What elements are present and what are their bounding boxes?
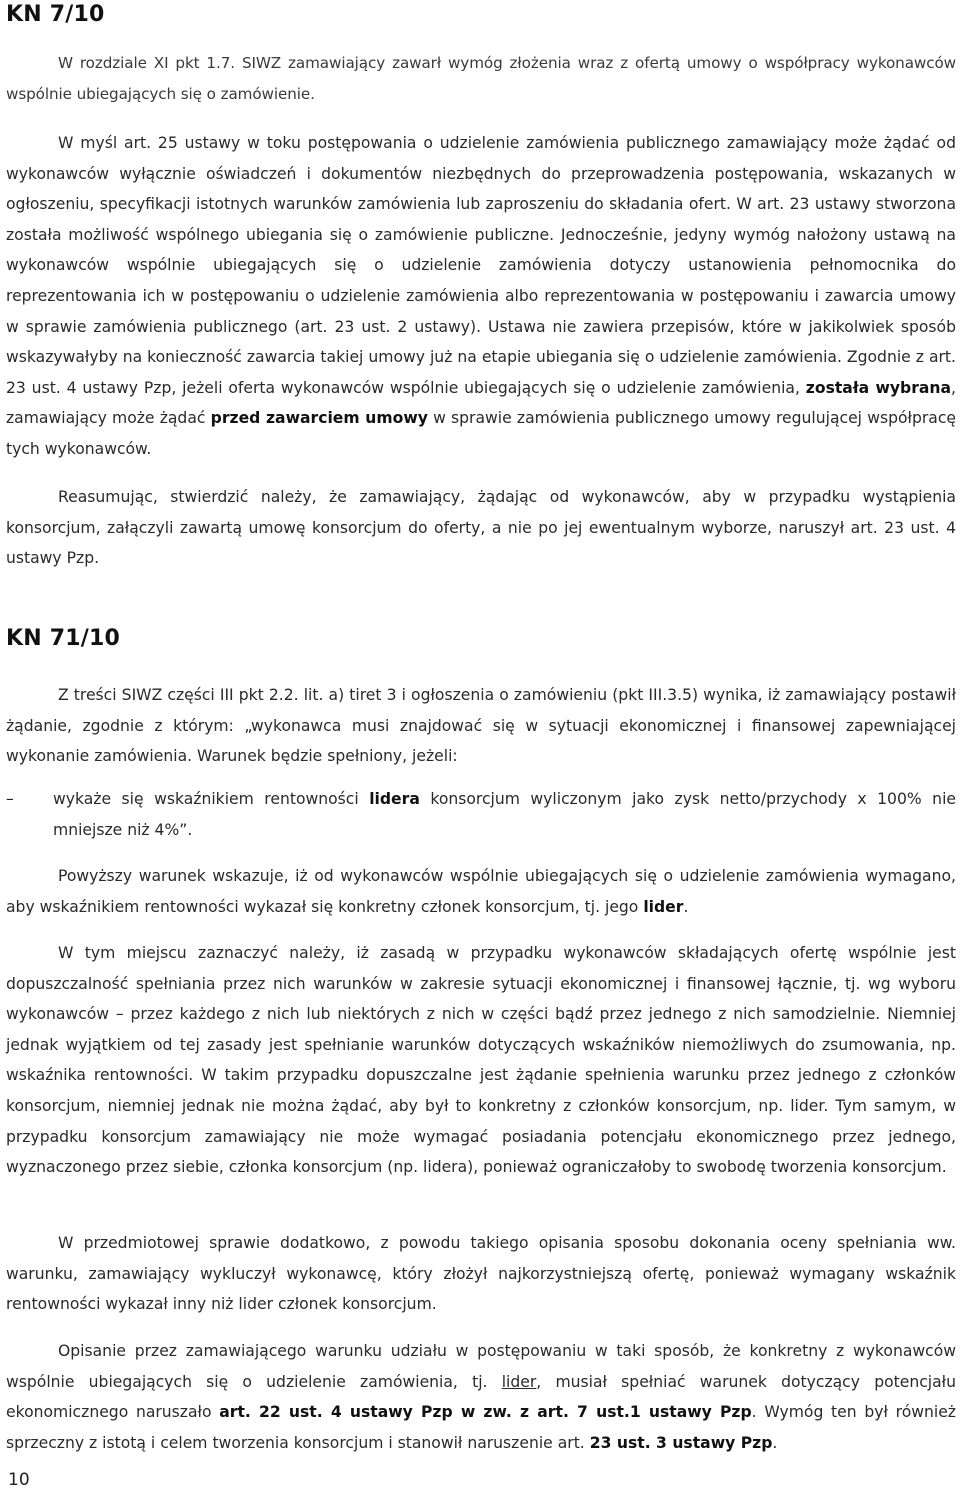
paragraph-text: konsorcjum wyliczonym jako zysk netto/przychody x 100% nie mniejsze niż 4%”. bbox=[53, 790, 956, 839]
bold-text: przed zawarciem umowy bbox=[210, 409, 428, 428]
paragraph-text: Powyższy warunek wskazuje, iż od wykonawców wspólnie ubiegających się o udzielenie zamówienia wymagano, aby wskaźnikiem rentowności wykazał się konkretny członek konsorcjum, tj. jego bbox=[6, 867, 956, 916]
underlined-text: lider bbox=[501, 1372, 537, 1391]
paragraph-text: Reasumując, stwierdzić należy, że zamawiający, żądając od wykonawców, aby w przypadku wystąpienia konsorcjum, załączyli zawartą umowę konsorcjum do oferty, a nie po jej ewentualnym wyborze, naruszył art. 23 ust. 4 ustawy Pzp. bbox=[6, 488, 956, 568]
section-heading-kn-71-10: KN 71/10 bbox=[6, 626, 120, 651]
paragraph-text: w sprawie zamówienia publicznego umowy regulującej współpracę tych wykonawców. bbox=[6, 409, 956, 458]
paragraph bbox=[6, 128, 956, 465]
paragraph-text: W myśl art. 25 ustawy w toku postępowania o udzielenie zamówienia publicznego zamawiający może żądać od wykonawców wyłącznie oświadczeń i dokumentów niezbędnych do przeprowadzenia postępowania, wskazanych w ogłoszeniu, specyfikacji istotnych warunków zamówienia lub zaproszeniu do składania ofert. W art. 23 ustawy stworzona została możliwość wspólnego ubiegania się o zamówienie publiczne. Jednocześnie, jedyny wymóg nałożony ustawą na wykonawców wspólnie ubiegających się o udzielenie zamówienia dotyczy ustanowienia pełnomocnika do reprezentowania ich w postępowaniu o udzielenie zamówienia albo reprezentowania w postępowaniu i zawarcia umowy w sprawie zamówienia publicznego (art. 23 ust. 2 ustawy). Ustawa nie zawiera przepisów, które w jakikolwiek sposób wskazywałyby na konieczność zawarcia takiej umowy już na etapie ubiegania się o udzielenie zamówienia. Zgodnie z art. 23 ust. 4 ustawy Pzp, jeżeli oferta wykonawców wspólnie ubiegających się o udzielenie zamówienia, bbox=[6, 134, 956, 397]
paragraph-text: W przedmiotowej sprawie dodatkowo, z powodu takiego opisania sposobu dokonania oceny spełniania ww. warunku, zamawiający wykluczył wykonawcę, który złożył najkorzystniejszą ofertę, ponieważ wymagany wskaźnik rentowności wykazał inny niż lider członek konsorcjum. bbox=[6, 1234, 956, 1314]
paragraph bbox=[6, 1336, 956, 1458]
bold-text: została wybrana bbox=[805, 378, 952, 397]
list-item-text bbox=[53, 784, 956, 845]
paragraph-text: . bbox=[683, 897, 689, 916]
dash-bullet: – bbox=[6, 790, 14, 808]
paragraph bbox=[6, 482, 956, 574]
bold-text: art. 22 ust. 4 ustawy Pzp w zw. z art. 7 ust.1 ustawy Pzp bbox=[219, 1403, 752, 1422]
page-number: 10 bbox=[8, 1470, 30, 1490]
paragraph bbox=[6, 1228, 956, 1320]
paragraph-text: , musiał spełniać warunek dotyczący potencjału ekonomicznego naruszało bbox=[6, 1372, 956, 1422]
paragraph bbox=[6, 680, 956, 772]
paragraph bbox=[6, 861, 956, 922]
section-heading-kn-7-10: KN 7/10 bbox=[6, 2, 105, 27]
paragraph-text: Z treści SIWZ części III pkt 2.2. lit. a) tiret 3 i ogłoszenia o zamówieniu (pkt III.3.5) wynika, iż zamawiający postawił żądanie, zgodnie z którym: „wykonawca musi znajdować się w sytuacji ekonomicznej i finansowej zapewniającej wykonanie zamówienia. Warunek będzie spełniony, jeżeli: bbox=[6, 686, 956, 766]
paragraph bbox=[6, 48, 956, 109]
paragraph-text: . Wymóg ten był również sprzeczny z istotą i celem tworzenia konsorcjum i stanowił naruszenie art. bbox=[6, 1403, 956, 1452]
bold-text: lidera bbox=[369, 790, 420, 808]
paragraph-text: , zamawiający może żądać bbox=[6, 378, 956, 428]
paragraph-text: wykaże się wskaźnikiem rentowności bbox=[53, 790, 359, 808]
paragraph-text: W tym miejscu zaznaczyć należy, iż zasadą w przypadku wykonawców składających ofertę wspólnie jest dopuszczalność spełniania przez nich warunków w zakresie sytuacji ekonomicznej i finansowej łącznie, tj. wg wyboru wykonawców – przez każdego z nich lub niektórych z nich w części bądź przez jednego z nich samodzielnie. Niemniej jednak wyjątkiem od tej zasady jest spełnianie warunków dotyczących wskaźników niemożliwych do zsumowania, np. wskaźnika rentowności. W takim przypadku dopuszczalne jest żądanie spełnienia warunku przez jednego z członków konsorcjum, niemniej jednak nie można żądać, aby był to konkretny z członków konsorcjum, np. lider. Tym samym, w przypadku konsorcjum zamawiający nie może wymagać posiadania potencjału ekonomicznego przez jednego, wyznaczonego przez siebie, członka konsorcjum (np. lidera), ponieważ ograniczałoby to swobodę tworzenia konsorcjum. bbox=[6, 944, 956, 1177]
bold-text: 23 ust. 3 ustawy Pzp bbox=[589, 1433, 773, 1452]
paragraph-text: . bbox=[772, 1433, 778, 1452]
paragraph bbox=[6, 938, 956, 1183]
paragraph-text: W rozdziale XI pkt 1.7. SIWZ zamawiający zawarł wymóg złożenia wraz z ofertą umowy o współpracy wykonawców wspólnie ubiegających się o zamówienie. bbox=[6, 54, 956, 103]
bold-text: lider bbox=[643, 897, 684, 916]
paragraph-text: Opisanie przez zamawiającego warunku udziału w postępowaniu w taki sposób, że konkretny z wykonawców wspólnie ubiegających się o udzielenie zamówienia, tj. bbox=[6, 1342, 956, 1391]
